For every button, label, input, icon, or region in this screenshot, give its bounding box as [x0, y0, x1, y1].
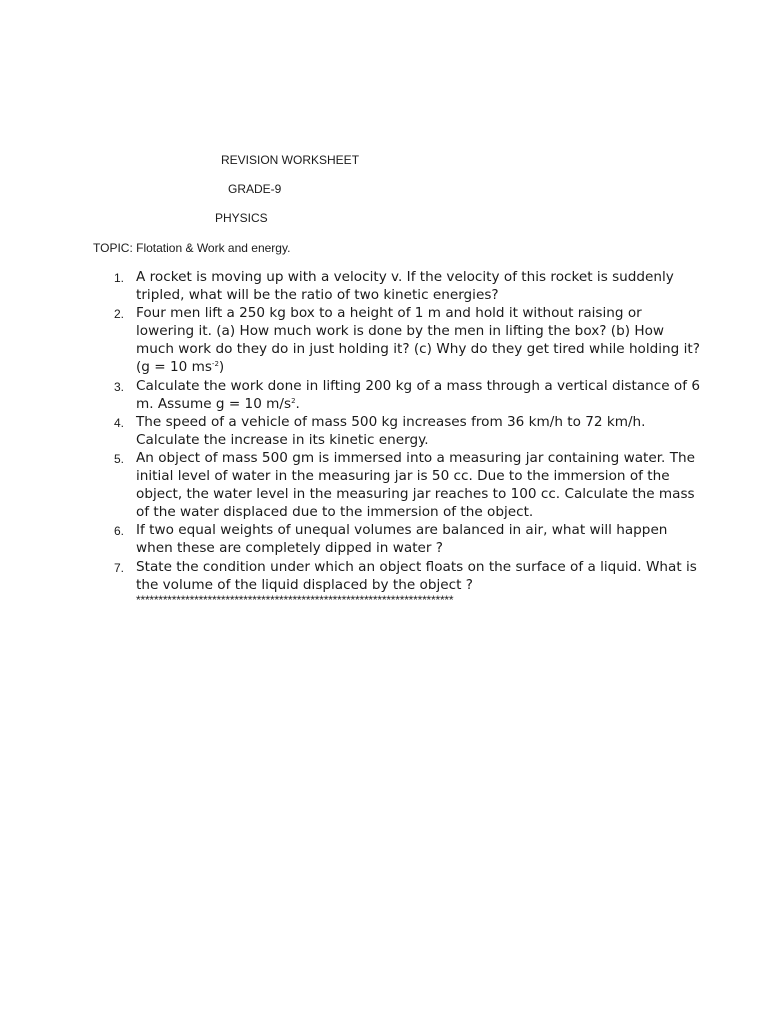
question-item	[100, 304, 700, 376]
question-text: A rocket is moving up with a velocity v. If the velocity of this rocket is suddenly tripled, what will be the ratio of two kinetic energies?	[136, 269, 674, 304]
question-number: 5.	[113, 451, 124, 466]
question-number: 1.	[113, 271, 124, 285]
grade-label: GRADE-9	[228, 182, 282, 196]
worksheet-title: REVISION WORKSHEET	[221, 153, 360, 167]
question-text: If two equal weights of unequal volumes are balanced in air, what will happen when these are completely dipped in water ?	[136, 522, 668, 557]
topic-line: TOPIC: Flotation & Work and energy.	[93, 241, 291, 255]
question-item	[100, 558, 700, 594]
question-text: Four men lift a 250 kg box to a height of 1 m and hold it without raising or lowering it. (a) How much work is done by the men in lifting the box? (b) How much work do they do in just holding it? (c) Why do they get tired while holding it? (g = 10 $ms^{-2}$)	[136, 305, 700, 376]
question-number: 7.	[113, 560, 124, 575]
question-item	[100, 377, 700, 413]
question-text: The speed of a vehicle of mass 500 kg increases from 36 km/h to 72 km/h. Calculate the increase in its kinetic energy.	[136, 413, 646, 448]
question-text: State the condition under which an object floats on the surface of a liquid. What is the volume of the liquid displaced by the object ?	[136, 558, 697, 593]
question-number: 4.	[113, 415, 124, 430]
question-item	[100, 449, 700, 521]
subject-label: PHYSICS	[215, 211, 268, 225]
question-number: 3.	[113, 379, 124, 394]
question-number: 6.	[113, 524, 124, 539]
superscript: 2	[291, 396, 296, 405]
question-number: 2.	[113, 307, 124, 322]
superscript: -2	[211, 360, 219, 369]
question-item	[100, 413, 700, 449]
question-item	[100, 521, 700, 557]
question-list	[100, 268, 700, 594]
question-text: Calculate the work done in lifting 200 kg of a mass through a vertical distance of 6 m. Assume g = 10 $m/s^2$.	[136, 377, 700, 412]
separator-stars: ***********************************************************************	[136, 593, 454, 607]
question-text: An object of mass 500 gm is immersed into a measuring jar containing water. The initial level of water in the measuring jar is 50 cc. Due to the immersion of the object, the water level in the measuring jar reaches to 100 cc. Calculate the mass of the water displaced due to the immersion of the object.	[136, 449, 695, 521]
question-item	[100, 268, 700, 304]
